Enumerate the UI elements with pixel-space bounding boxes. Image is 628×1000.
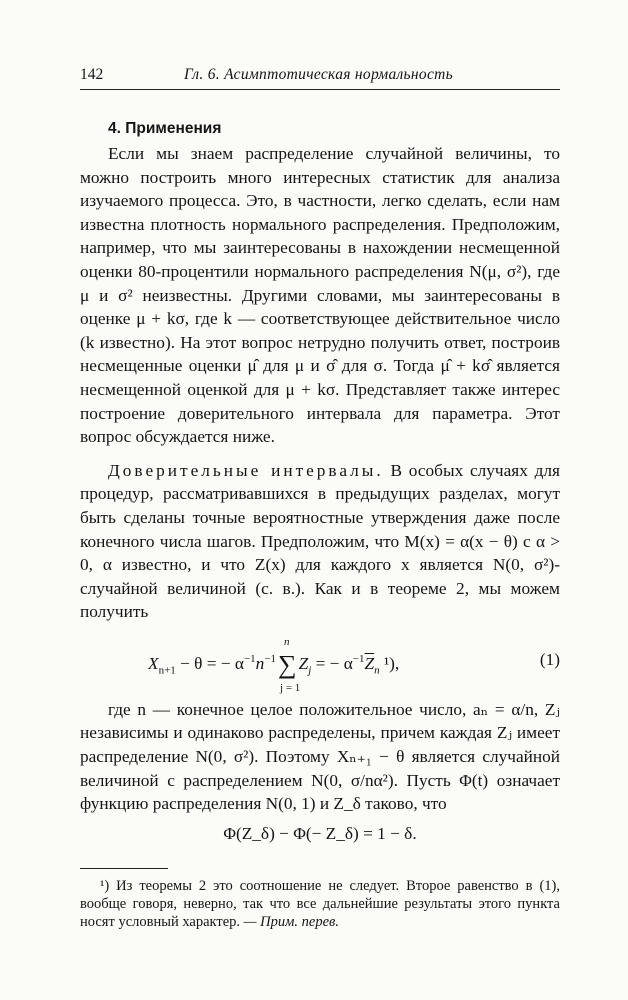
paragraph-heading: Доверительные интервалы. [108,460,384,480]
footnote: ¹) Из теоремы 2 это соотношение не следует. Второе равенство в (1), вообще говоря, неверно, так что все дальнейшие результаты этого пункта носят условный характер. — Прим. перев. [80,877,560,930]
paragraph-distribution: где n — конечное целое положительное число, aₙ = α/n, Zⱼ независимы и одинаково распределены, причем каждая Zⱼ имеет распределение N(0, σ²). Поэтому Xₙ₊₁ − θ является случайной величиной с распределением N(0, σ/nα²). Пусть Φ(t) означает функцию распределения N(0, 1) и Z_δ таково, что [80,699,560,814]
paragraph-text: В особых случаях для процедур, рассматривавшихся в предыдущих разделах, могут быть сделаны точные вероятностные утверждения даже после конечного числа шагов. Предположим, что M(x) = α(x − θ) с α > 0, α известно, и что Z(x) для каждого x является N(0, σ²)-случайной величиной (с. в.). Как и в теореме 2, мы можем получить [80,460,561,622]
page-number: 142 [80,66,104,83]
equation-1 [80,635,560,694]
paragraph-applications: Если мы знаем распределение случайной величины, то можно построить много интересных статистик для анализа изучаемого процесса. Это, в частности, легко сделать, если нам известна плотность нормального распределения. Предположим, например, что мы заинтересованы в нахождении несмещенной оценки 80-процентили нормального распределения N(μ, σ²), где μ и σ² неизвестны. Другими словами, мы заинтересованы в оценке μ + kσ, где k — соответствующее действительное число (k известно). На этот вопрос нетрудно получить ответ, построив несмещенные оценки μ̂ для μ и σ̂ для σ. Тогда μ̂ + kσ̂ является несмещенной оценкой для μ + kσ. Представляет также интерес построение доверительного интервала для параметра. Этот вопрос обсуждается ниже. [80,144,560,447]
equation-1-math: $X_{n+1} - \theta$ = − $\alpha^{-1}n^{-1}\sum$ n j = 1 $Z_j$ = − $\alpha^{-1}\overline{Z}_n$ ¹), [148,635,400,694]
running-title: Гл. 6. Асимптотическая нормальность [184,66,453,83]
page-header [80,60,560,86]
equation-number: (1) [539,649,560,669]
header-rule [80,89,560,90]
equation-2: Φ(Z_δ) − Φ(− Z_δ) = 1 − δ. [223,823,417,843]
summation-sign: ∑ n j = 1 [278,635,301,694]
book-page [80,60,560,931]
section-title: 4. Применения [108,120,222,137]
paragraph-confidence-intervals [80,459,560,624]
footnote-rule [80,868,168,869]
